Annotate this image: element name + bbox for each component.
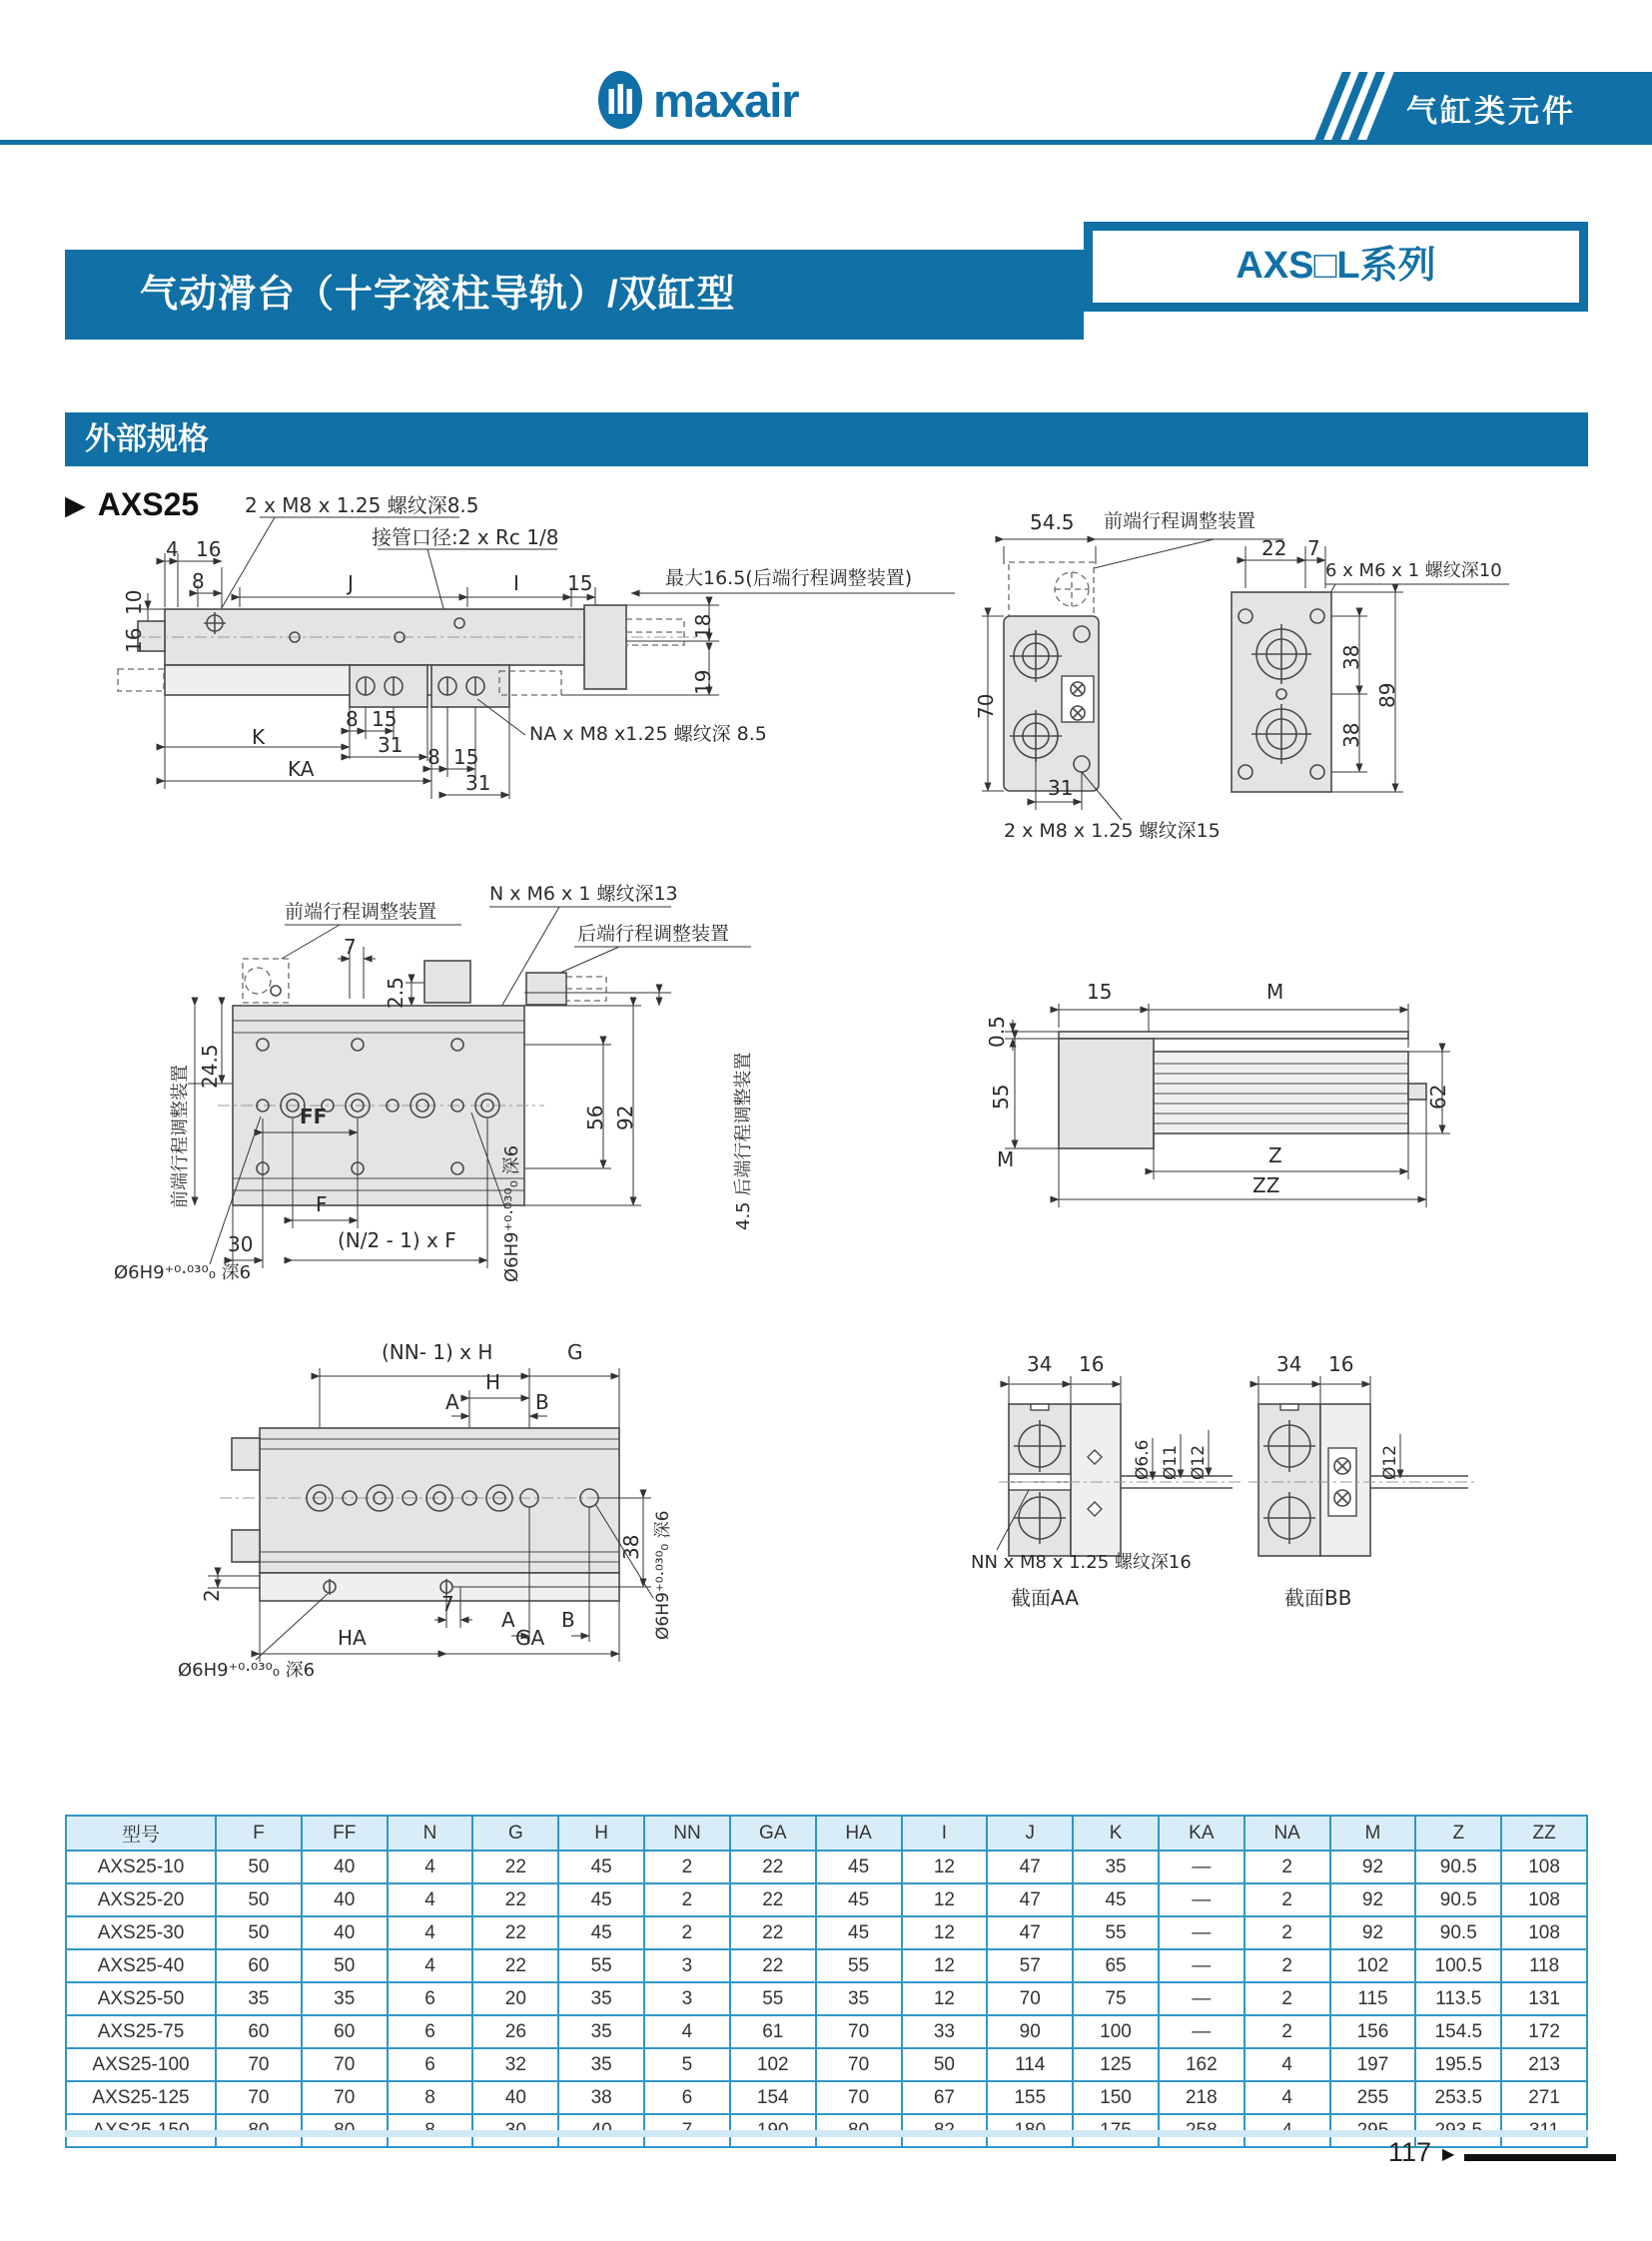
value-cell: 5 <box>644 2048 730 2081</box>
value-cell: 3 <box>644 1949 730 1982</box>
dim-label: 10 <box>122 589 146 615</box>
page-number: 117 <box>1388 2137 1432 2167</box>
value-cell: 150 <box>1073 2081 1159 2114</box>
dim-label: 7 <box>441 1592 454 1616</box>
table-row <box>66 1916 1587 1949</box>
dim-label: 前端行程调整装置 <box>170 1065 191 1208</box>
value-cell: 90.5 <box>1415 1916 1501 1949</box>
column-header: M <box>1330 1816 1416 1851</box>
dim-label: 70 <box>974 693 998 719</box>
value-cell: 61 <box>730 2015 816 2048</box>
value-cell: 100 <box>1073 2015 1159 2048</box>
dim-label: ZZ <box>1252 1173 1280 1197</box>
dim-label: K <box>252 725 266 749</box>
dim-label: NN x M8 x 1.25 螺纹深16 <box>971 1552 1192 1573</box>
value-cell: 45 <box>558 1883 644 1916</box>
dim-label: 截面AA <box>1011 1586 1079 1610</box>
category-tag-label: 气缸类元件 <box>1406 94 1576 129</box>
value-cell: 90.5 <box>1415 1883 1501 1916</box>
value-cell: — <box>1159 1883 1244 1916</box>
value-cell: 255 <box>1330 2081 1416 2114</box>
maxair-logo <box>597 70 799 130</box>
value-cell: 60 <box>216 1949 302 1982</box>
value-cell: 271 <box>1501 2081 1587 2114</box>
dim-label: 16 <box>1079 1352 1105 1376</box>
dim-label: 62 <box>1426 1084 1450 1110</box>
value-cell: 2 <box>1244 1883 1330 1916</box>
value-cell: 60 <box>216 2015 302 2048</box>
model-cell: AXS25-30 <box>66 1916 216 1949</box>
dim-label: 截面BB <box>1284 1586 1352 1610</box>
value-cell: 3 <box>644 1982 730 2015</box>
value-cell: 6 <box>388 2048 473 2081</box>
value-cell: 35 <box>302 1982 388 2015</box>
value-cell: 47 <box>987 1851 1073 1883</box>
dim-label: M <box>1266 980 1284 1004</box>
dim-label: F <box>316 1192 328 1216</box>
value-cell: 2 <box>644 1883 730 1916</box>
value-cell: 35 <box>816 1982 902 2015</box>
dim-label: 15 <box>567 571 593 595</box>
dim-label: G <box>567 1340 583 1364</box>
dim-label: 2 x M8 x 1.25 螺纹深8.5 <box>245 493 479 517</box>
value-cell: 4 <box>388 1949 473 1982</box>
value-cell: 50 <box>216 1916 302 1949</box>
value-cell: 253.5 <box>1415 2081 1501 2114</box>
value-cell: 114 <box>987 2048 1073 2081</box>
value-cell: 172 <box>1501 2015 1587 2048</box>
value-cell: 92 <box>1330 1851 1416 1883</box>
value-cell: 2 <box>1244 1916 1330 1949</box>
value-cell: 45 <box>816 1916 902 1949</box>
value-cell: 108 <box>1501 1851 1587 1883</box>
dim-label: Ø12 <box>1380 1444 1400 1480</box>
model-cell: AXS25-75 <box>66 2015 216 2048</box>
value-cell: 155 <box>987 2081 1073 2114</box>
column-header: Z <box>1415 1816 1501 1851</box>
value-cell: 55 <box>816 1949 902 1982</box>
value-cell: 50 <box>902 2048 988 2081</box>
value-cell: 6 <box>644 2081 730 2114</box>
maxair-logo-icon <box>597 70 643 130</box>
value-cell: 197 <box>1330 2048 1416 2081</box>
technical-drawing <box>974 504 1513 854</box>
dim-label: 7 <box>344 935 357 959</box>
dim-label: HA <box>338 1626 367 1650</box>
value-cell: 70 <box>816 2048 902 2081</box>
value-cell: 35 <box>1073 1851 1159 1883</box>
dim-label: Ø6H9⁺⁰·⁰³⁰₀ 深6 <box>178 1660 316 1681</box>
value-cell: 4 <box>388 1883 473 1916</box>
model-marker-icon: ▶ <box>65 489 86 520</box>
dim-label: 后端行程调整装置 <box>577 923 730 945</box>
series-badge: AXS□L系列 <box>1084 222 1588 312</box>
logo-wordmark: maxair <box>653 73 799 127</box>
value-cell: 113.5 <box>1415 1982 1501 2015</box>
dim-label: 前端行程调整装置 <box>285 901 437 923</box>
value-cell: 22 <box>730 1883 816 1916</box>
value-cell: 55 <box>558 1949 644 1982</box>
dim-label: 38 <box>619 1534 643 1560</box>
value-cell: 45 <box>558 1916 644 1949</box>
value-cell: 45 <box>558 1851 644 1883</box>
value-cell: 47 <box>987 1916 1073 1949</box>
value-cell: 125 <box>1073 2048 1159 2081</box>
dim-label: 34 <box>1276 1352 1302 1376</box>
value-cell: 50 <box>216 1883 302 1916</box>
dim-label: 接管口径:2 x Rc 1/8 <box>372 525 559 549</box>
dim-label: (NN- 1) x H <box>382 1340 493 1364</box>
value-cell: — <box>1159 1949 1244 1982</box>
column-header: ZZ <box>1501 1816 1587 1851</box>
value-cell: — <box>1159 2015 1244 2048</box>
table-row <box>66 1883 1587 1916</box>
value-cell: 50 <box>216 1851 302 1883</box>
value-cell: 26 <box>472 2015 558 2048</box>
value-cell: 102 <box>730 2048 816 2081</box>
value-cell: 12 <box>902 1916 988 1949</box>
value-cell: 6 <box>388 2015 473 2048</box>
dim-label: 4.5 后端行程调整装置 <box>733 1052 754 1230</box>
dimension-table <box>65 1815 1588 2148</box>
model-cell: AXS25-20 <box>66 1883 216 1916</box>
value-cell: 22 <box>730 1916 816 1949</box>
page-number-arrow-icon: ▶ <box>1442 2146 1455 2163</box>
drawing-bottom-view <box>160 1298 799 1698</box>
value-cell: 70 <box>816 2081 902 2114</box>
value-cell: 40 <box>302 1851 388 1883</box>
value-cell: 35 <box>558 2015 644 2048</box>
column-header: I <box>902 1816 988 1851</box>
value-cell: 218 <box>1159 2081 1244 2114</box>
value-cell: 12 <box>902 1883 988 1916</box>
drawing-rail-profile <box>949 944 1488 1223</box>
value-cell: 2 <box>644 1851 730 1883</box>
drawing-cross-sections <box>949 1298 1488 1698</box>
section-heading: 外部规格 <box>65 412 1588 466</box>
column-header: G <box>472 1816 558 1851</box>
value-cell: 22 <box>472 1883 558 1916</box>
value-cell: 20 <box>472 1982 558 2015</box>
value-cell: 60 <box>302 2015 388 2048</box>
dim-label: Ø6H9⁺⁰·⁰³⁰₀ 深6 <box>653 1510 673 1640</box>
column-header: KA <box>1159 1816 1244 1851</box>
dim-label: 8 <box>346 707 359 731</box>
dim-label: 2 x M8 x 1.25 螺纹深15 <box>1004 820 1221 842</box>
dim-label: 31 <box>1048 776 1074 800</box>
model-cell: AXS25-40 <box>66 1949 216 1982</box>
value-cell: 6 <box>388 1982 473 2015</box>
value-cell: 90 <box>987 2015 1073 2048</box>
column-header: H <box>558 1816 644 1851</box>
value-cell: 57 <box>987 1949 1073 1982</box>
value-cell: 55 <box>1073 1916 1159 1949</box>
table-row <box>66 1949 1587 1982</box>
dim-label: 2 <box>200 1589 224 1602</box>
value-cell: 2 <box>1244 1851 1330 1883</box>
dim-label: 92 <box>613 1105 637 1130</box>
value-cell: 195.5 <box>1415 2048 1501 2081</box>
dim-label: 16 <box>122 627 146 653</box>
table-row <box>66 1851 1587 1883</box>
table-header-row <box>66 1816 1587 1851</box>
value-cell: 45 <box>816 1883 902 1916</box>
dim-label: 16 <box>1328 1352 1354 1376</box>
dim-label: (N/2 - 1) x F <box>338 1228 456 1252</box>
model-cell: AXS25-100 <box>66 2048 216 2081</box>
dim-label: A <box>501 1608 515 1632</box>
dim-label: 55 <box>989 1084 1013 1110</box>
value-cell: 12 <box>902 1982 988 2015</box>
dim-label: B <box>535 1390 549 1414</box>
value-cell: 45 <box>1073 1883 1159 1916</box>
dim-label: 30 <box>228 1232 254 1256</box>
value-cell: 100.5 <box>1415 1949 1501 1982</box>
column-header: 型号 <box>66 1816 216 1851</box>
value-cell: 118 <box>1501 1949 1587 1982</box>
value-cell: 33 <box>902 2015 988 2048</box>
value-cell: 156 <box>1330 2015 1416 2048</box>
dim-label: H <box>485 1370 501 1394</box>
value-cell: 4 <box>1244 2048 1330 2081</box>
dim-label: 56 <box>583 1105 607 1130</box>
header-divider <box>0 140 1652 145</box>
value-cell: 162 <box>1159 2048 1244 2081</box>
dim-label: 15 <box>372 707 398 731</box>
dim-label: 22 <box>1261 536 1287 560</box>
dim-label: 8 <box>427 745 440 769</box>
value-cell: 102 <box>1330 1949 1416 1982</box>
dim-label: 4 <box>166 537 179 561</box>
value-cell: 108 <box>1501 1883 1587 1916</box>
value-cell: 213 <box>1501 2048 1587 2081</box>
column-header: HA <box>816 1816 902 1851</box>
value-cell: 92 <box>1330 1916 1416 1949</box>
model-cell: AXS25-10 <box>66 1851 216 1883</box>
value-cell: — <box>1159 1851 1244 1883</box>
column-header: J <box>987 1816 1073 1851</box>
dim-label: Ø12 <box>1189 1444 1209 1480</box>
dim-label: 最大16.5(后端行程调整装置) <box>665 567 913 589</box>
column-header: F <box>216 1816 302 1851</box>
value-cell: 4 <box>388 1851 473 1883</box>
dim-label: 2.5 <box>384 977 408 1009</box>
value-cell: 12 <box>902 1949 988 1982</box>
value-cell: 154 <box>730 2081 816 2114</box>
value-cell: 32 <box>472 2048 558 2081</box>
value-cell: 22 <box>472 1949 558 1982</box>
value-cell: 2 <box>1244 1982 1330 2015</box>
value-cell: — <box>1159 1982 1244 2015</box>
dim-label: 89 <box>1375 682 1399 708</box>
value-cell: 67 <box>902 2081 988 2114</box>
model-cell: AXS25-50 <box>66 1982 216 2015</box>
table-row <box>66 2048 1587 2081</box>
dim-label: 前端行程调整装置 <box>1104 510 1256 532</box>
value-cell: 108 <box>1501 1916 1587 1949</box>
dim-label: 31 <box>465 771 491 795</box>
dim-label: 38 <box>1339 722 1363 748</box>
dim-label: 34 <box>1027 1352 1053 1376</box>
footer-rule <box>1464 2154 1616 2161</box>
page-title: 气动滑台（十字滚柱导轨）/双缸型 <box>65 250 1084 340</box>
value-cell: 22 <box>730 1851 816 1883</box>
dim-label: 18 <box>691 613 715 639</box>
model-cell: AXS25-125 <box>66 2081 216 2114</box>
value-cell: 35 <box>216 1982 302 2015</box>
column-header: NN <box>644 1816 730 1851</box>
column-header: FF <box>302 1816 388 1851</box>
value-cell: 75 <box>1073 1982 1159 2015</box>
value-cell: 92 <box>1330 1883 1416 1916</box>
value-cell: 38 <box>558 2081 644 2114</box>
dim-label: Ø6.6 <box>1133 1439 1153 1480</box>
table-underline <box>65 2130 1588 2137</box>
value-cell: 70 <box>816 2015 902 2048</box>
dim-label: 31 <box>378 733 404 757</box>
dim-label: J <box>348 571 354 595</box>
dim-label: 8 <box>192 569 205 593</box>
value-cell: 8 <box>388 2081 473 2114</box>
column-header: GA <box>730 1816 816 1851</box>
dim-label: A <box>445 1390 459 1414</box>
dim-label: N x M6 x 1 螺纹深13 <box>489 883 678 905</box>
value-cell: 12 <box>902 1851 988 1883</box>
value-cell: 70 <box>302 2081 388 2114</box>
value-cell: 55 <box>730 1982 816 2015</box>
value-cell: 70 <box>216 2048 302 2081</box>
value-cell: 22 <box>730 1949 816 1982</box>
value-cell: 35 <box>558 2048 644 2081</box>
value-cell: 115 <box>1330 1982 1416 2015</box>
table-body <box>66 1851 1587 2147</box>
value-cell: 4 <box>1244 2081 1330 2114</box>
value-cell: 154.5 <box>1415 2015 1501 2048</box>
technical-drawing <box>949 944 1488 1223</box>
value-cell: 70 <box>987 1982 1073 2015</box>
value-cell: 40 <box>472 2081 558 2114</box>
value-cell: 4 <box>644 2015 730 2048</box>
value-cell: 47 <box>987 1883 1073 1916</box>
dim-label: 0.5 <box>985 1016 1009 1048</box>
dim-label: 6 x M6 x 1 螺纹深10 <box>1325 560 1502 581</box>
value-cell: 22 <box>472 1916 558 1949</box>
technical-drawing <box>100 879 879 1308</box>
dim-label: Z <box>1268 1143 1282 1167</box>
table-row <box>66 2081 1587 2114</box>
column-header: K <box>1073 1816 1159 1851</box>
model-label: AXS25 <box>97 486 200 522</box>
dim-label: I <box>513 571 519 595</box>
dim-label: 15 <box>1087 980 1113 1004</box>
dim-label: 16 <box>196 537 222 561</box>
value-cell: 45 <box>816 1851 902 1883</box>
value-cell: 65 <box>1073 1949 1159 1982</box>
value-cell: 2 <box>1244 1949 1330 1982</box>
dim-label: 7 <box>1307 536 1320 560</box>
dim-label: M <box>997 1147 1015 1171</box>
dim-label: 24.5 <box>198 1044 222 1089</box>
dim-label: B <box>561 1608 575 1632</box>
dim-label: KA <box>288 757 315 781</box>
value-cell: 70 <box>302 2048 388 2081</box>
table-row <box>66 1982 1587 2015</box>
value-cell: 50 <box>302 1949 388 1982</box>
dim-label: FF <box>300 1105 328 1128</box>
value-cell: 70 <box>216 2081 302 2114</box>
value-cell: 2 <box>644 1916 730 1949</box>
dim-label: 54.5 <box>1030 510 1075 534</box>
value-cell: 90.5 <box>1415 1851 1501 1883</box>
dim-label: 19 <box>691 669 715 695</box>
dim-label: Ø11 <box>1161 1444 1181 1480</box>
value-cell: — <box>1159 1916 1244 1949</box>
dim-label: 15 <box>453 745 479 769</box>
dim-label: Ø6H9⁺⁰·⁰³⁰₀ 深6 <box>501 1144 522 1282</box>
drawing-end-views <box>974 504 1513 854</box>
value-cell: 35 <box>558 1982 644 2015</box>
table-row <box>66 2015 1587 2048</box>
value-cell: 40 <box>302 1916 388 1949</box>
value-cell: 22 <box>472 1851 558 1883</box>
drawing-side-view <box>110 489 959 839</box>
dim-label: NA x M8 x1.25 螺纹深 8.5 <box>529 723 767 745</box>
drawing-top-view <box>100 879 879 1308</box>
value-cell: 131 <box>1501 1982 1587 2015</box>
dim-label: GA <box>515 1626 545 1650</box>
value-cell: 2 <box>1244 2015 1330 2048</box>
value-cell: 4 <box>388 1916 473 1949</box>
value-cell: 40 <box>302 1883 388 1916</box>
dim-label: 38 <box>1339 644 1363 670</box>
column-header: NA <box>1244 1816 1330 1851</box>
dim-label: Ø6H9⁺⁰·⁰³⁰₀ 深6 <box>114 1262 252 1283</box>
column-header: N <box>388 1816 473 1851</box>
